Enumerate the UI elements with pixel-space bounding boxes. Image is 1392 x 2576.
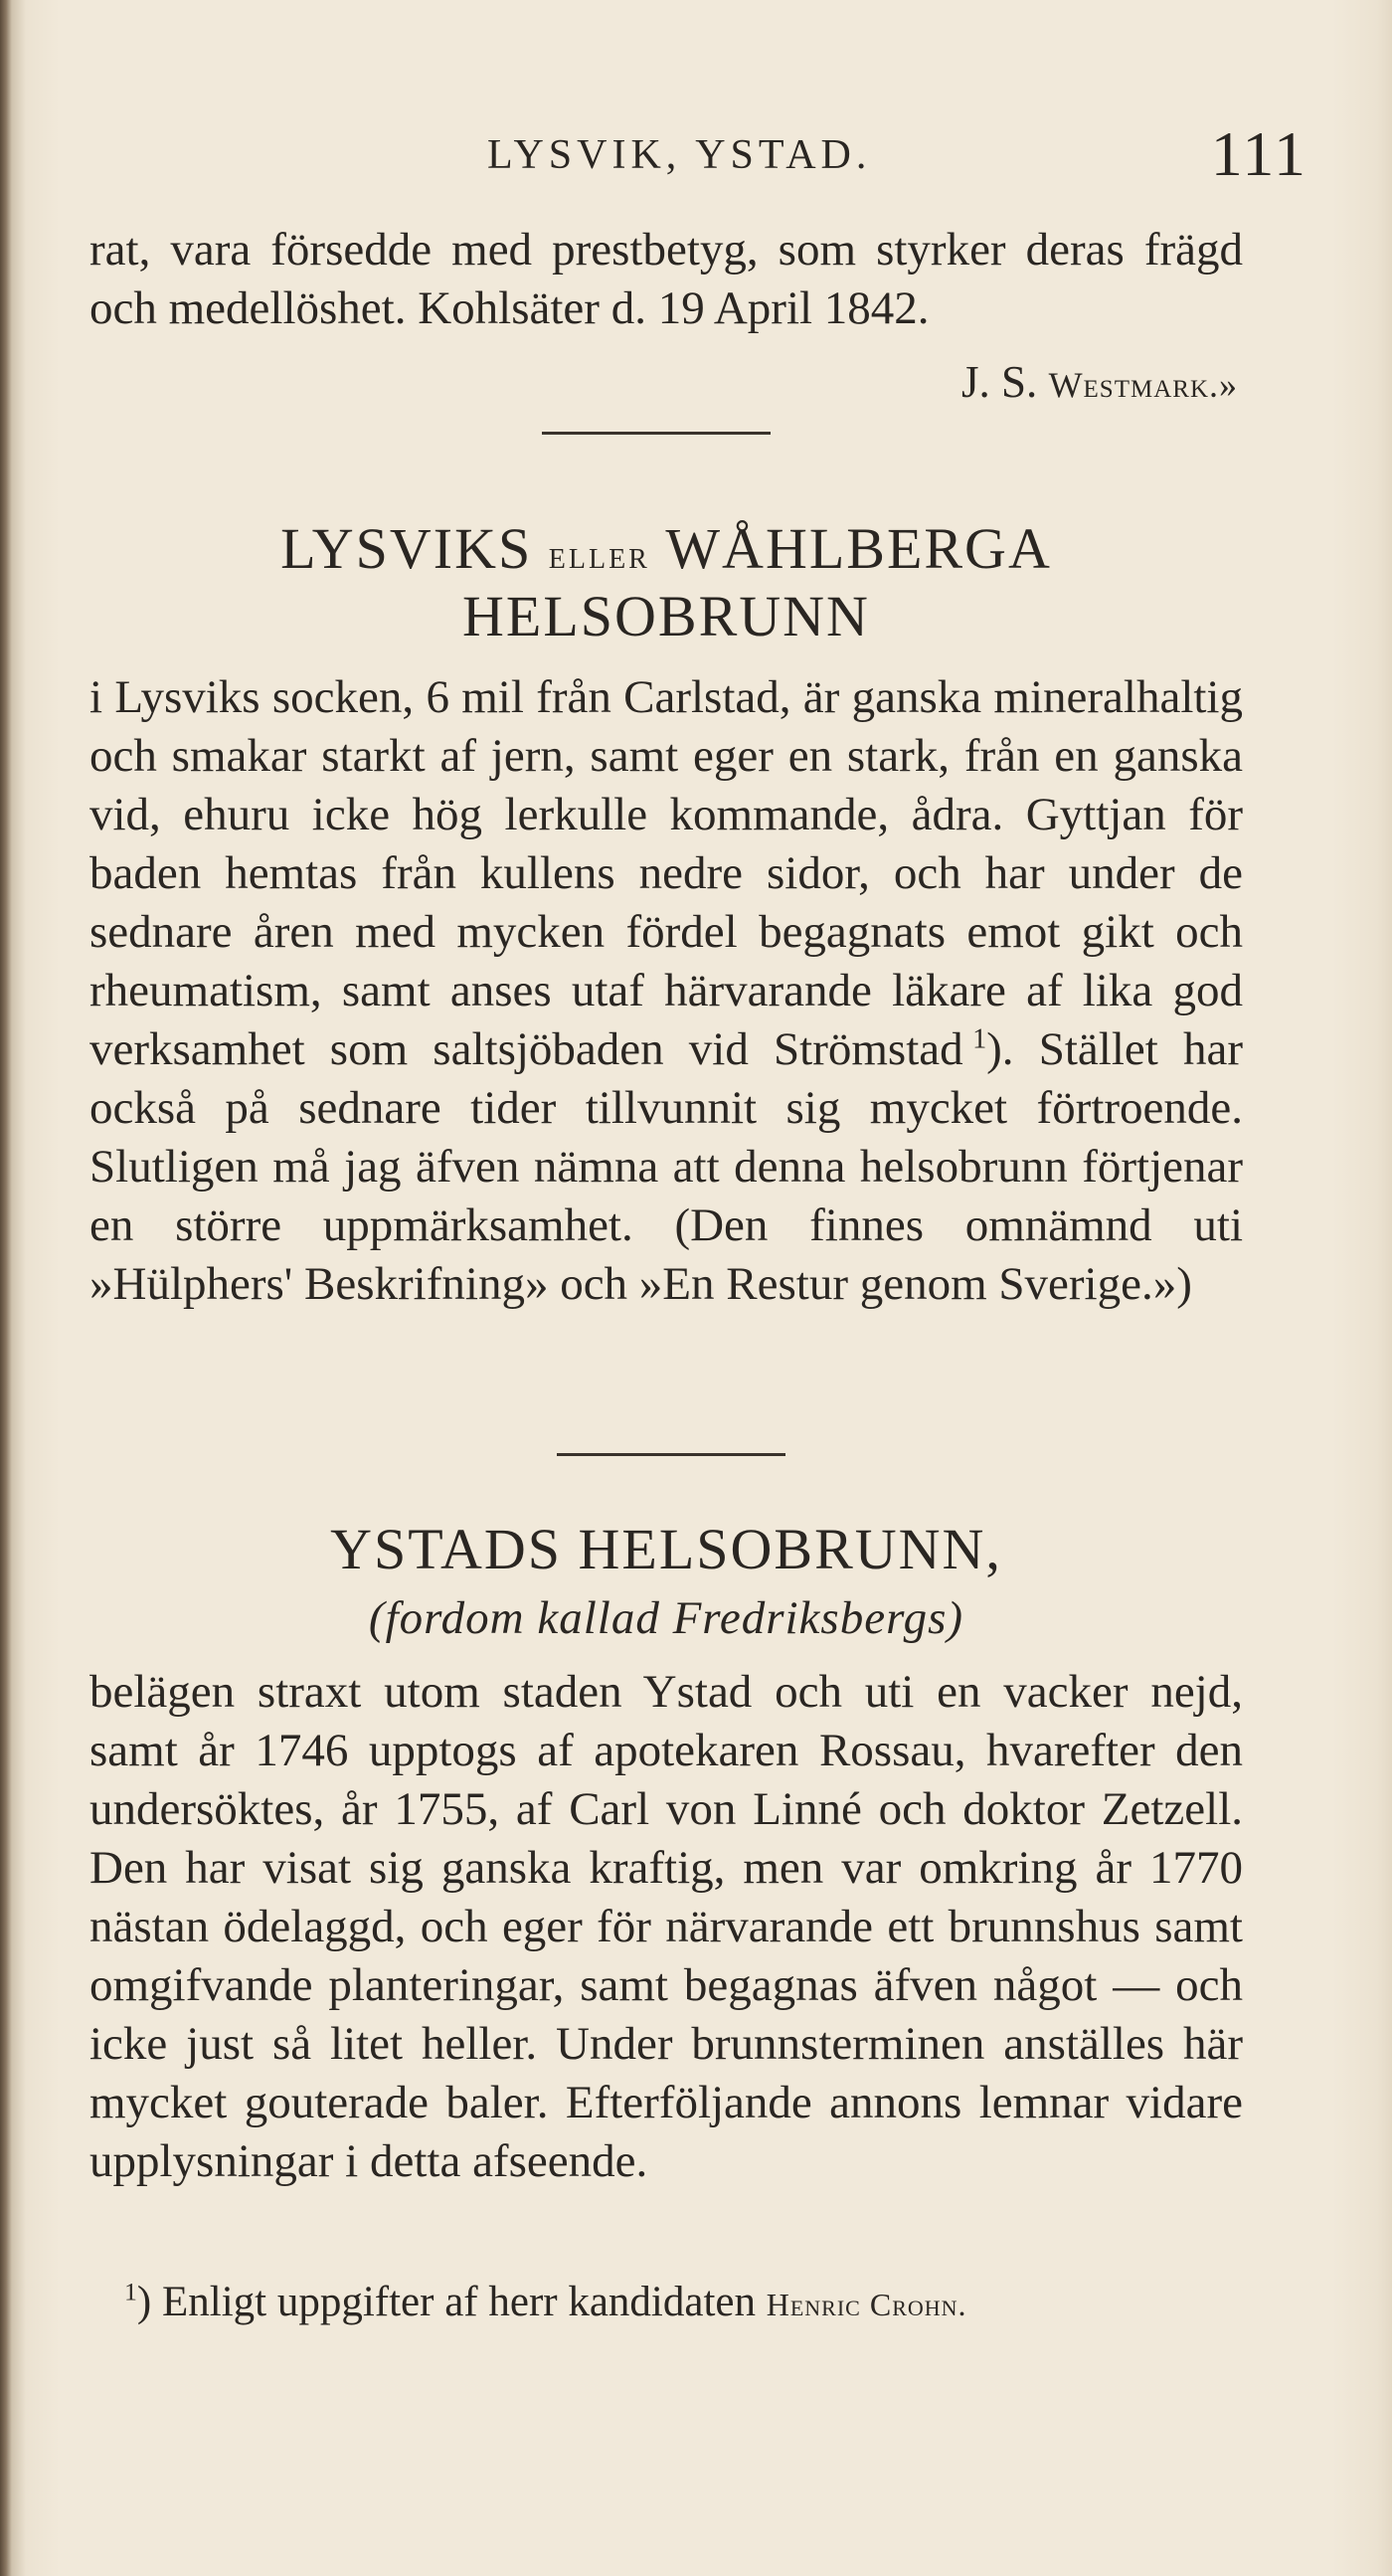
section2-body: belägen straxt utom staden Ystad och uti en vacker nejd, samt år 1746 upptogs af apotekaren Rossau, hvarefter den undersöktes, år 1755, af Carl von Linné och doktor Zetzell. Den har visat sig ganska kraftig, men var omkring år 1770 nästan ödelaggd, och eger för närvarande ett brunnshus samt omgifvande planteringar, samt begagnas äfven något — och icke just så litet heller. Under brunnsterminen anställes här mycket gouterade baler. Efterföljande annons lemnar vidare upplysningar i detta afseende.	[89, 1666, 1243, 2187]
running-head: LYSVIK, YSTAD.	[487, 132, 872, 178]
section1-body-continued: ). Stället har också på sednare tider tillvunnit sig mycket förtroende. Slutligen må jag äfven nämna att denna helsobrunn förtjenar en större uppmärksamhet. (Den finnes omnämnd uti »Hülphers' Beskrifning» och »En Restur genom Sverige.»)	[89, 1023, 1243, 1310]
signature	[961, 356, 1238, 408]
footnote: $^1$) Enligt uppgifter af herr kandidaten Henric Crohn.	[124, 2277, 967, 2325]
section1-title-eller: eller	[548, 532, 650, 577]
page-header	[89, 117, 1307, 197]
section-divider	[557, 1453, 785, 1456]
section1-body	[89, 668, 1243, 1434]
section2-subtitle: (fordom kallad Fredriksbergs)	[368, 1592, 964, 1644]
section1-title-line1	[89, 515, 1243, 582]
continuation-paragraph: rat, vara försedde med prestbetyg, som styrker deras frägd och medellöshet. Kohlsäter d. 19 April 1842.	[89, 224, 1243, 334]
section2-title: YSTADS HELSOBRUNN,	[330, 1517, 1002, 1581]
section1-title-wahlberga: WÅHLBERGA	[665, 516, 1052, 581]
footnote-text: Enligt uppgifter af herr kandidaten	[161, 2279, 756, 2325]
section1-title-lysviks: LYSVIKS	[280, 516, 533, 581]
section-divider	[542, 432, 771, 435]
signature-initials: J. S.	[961, 357, 1038, 407]
footnote-name: Henric Crohn.	[766, 2287, 967, 2322]
section1-body-text: i Lysviks socken, 6 mil från Carlstad, är ganska mineralhaltig och smakar starkt af jern, samt eger en stark, från en ganska vid, ehuru icke hög lerkulle kommande, ådra. Gyttjan för baden hemtas från kullens nedre sidor, och har under de sednare åren med mycken fördel begagnats emot gikt och rheumatism, samt anses utaf härvarande läkare af lika god verksamhet som saltsjöbaden vid Strömstad	[89, 671, 1243, 1075]
signature-name: Westmark.»	[1048, 365, 1238, 405]
page-number: 111	[1210, 118, 1307, 189]
section1-title-line2: HELSOBRUNN	[462, 584, 870, 648]
footnote-reference: 1	[972, 1023, 987, 1055]
footnote-marker: 1	[124, 2277, 137, 2306]
